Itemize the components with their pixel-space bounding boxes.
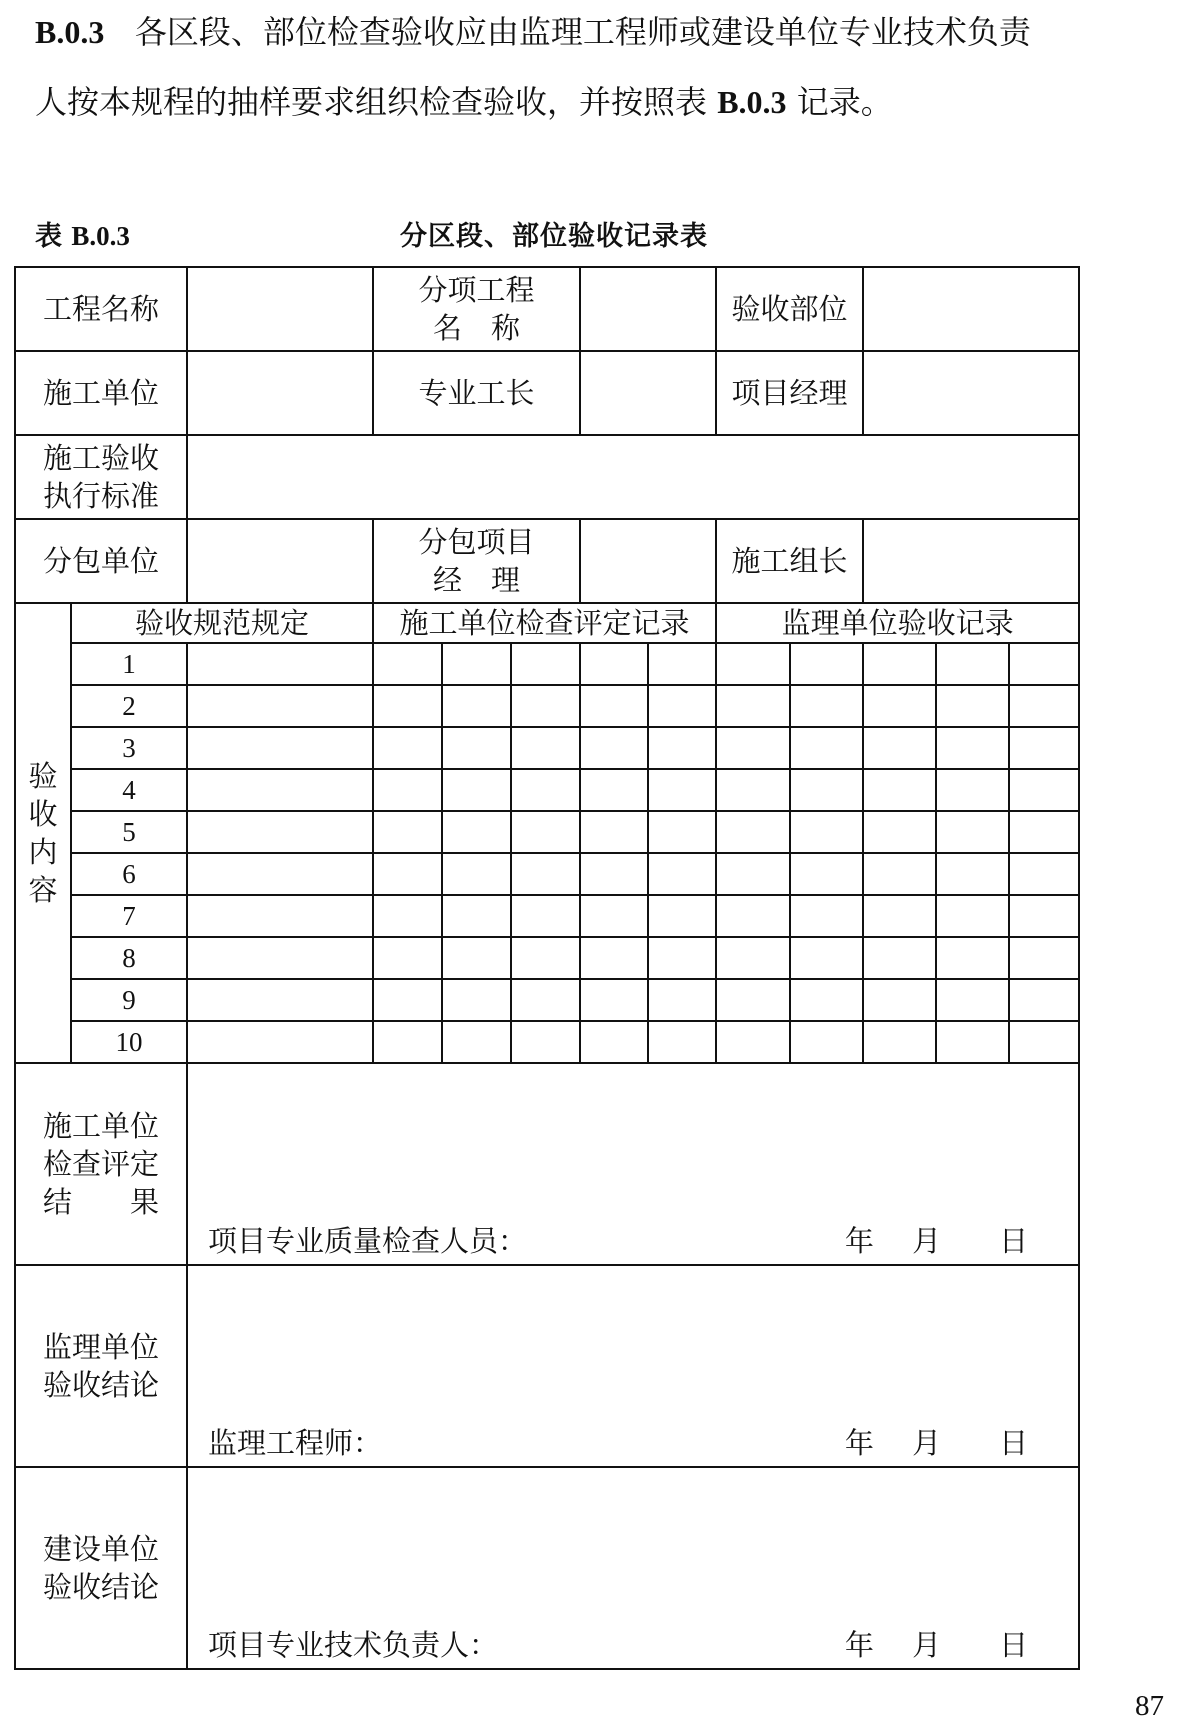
supervision-record-cell[interactable] [790, 811, 863, 853]
supervision-record-cell[interactable] [790, 937, 863, 979]
construction-record-cell[interactable] [373, 853, 442, 895]
construction-record-cell[interactable] [373, 643, 442, 685]
value-specialty-foreman[interactable] [580, 351, 716, 435]
construction-record-cell[interactable] [648, 811, 716, 853]
spec-cell[interactable] [187, 685, 373, 727]
supervision-record-cell[interactable] [863, 727, 936, 769]
supervision-record-cell[interactable] [716, 853, 790, 895]
content-row [15, 643, 1079, 685]
content-row [15, 685, 1079, 727]
label-construction-unit: 施工单位 [15, 351, 187, 435]
col-construction-record-header: 施工单位检查评定记录 [373, 603, 716, 643]
supervision-record-cell[interactable] [863, 811, 936, 853]
construction-record-cell[interactable] [442, 643, 511, 685]
label-project-name: 工程名称 [15, 267, 187, 351]
construction-record-cell[interactable] [511, 1021, 580, 1063]
construction-record-cell[interactable] [648, 685, 716, 727]
construction-record-cell[interactable] [580, 811, 648, 853]
supervision-record-cell[interactable] [863, 643, 936, 685]
technical-lead-signature-label: 项目专业技术负责人： [208, 1628, 499, 1662]
supervision-record-cell[interactable] [1009, 937, 1079, 979]
clause-code: B.0.3 [35, 14, 105, 50]
col-spec-header: 验收规范规定 [71, 603, 373, 643]
supervision-record-cell[interactable] [716, 1021, 790, 1063]
construction-record-cell[interactable] [442, 685, 511, 727]
row-construction-result [15, 1063, 1079, 1265]
construction-record-cell[interactable] [580, 979, 648, 1021]
label-specialty-foreman: 专业工长 [373, 351, 580, 435]
intro-paragraph-line1 [35, 2, 1165, 62]
row-supervision-result [15, 1265, 1079, 1467]
label-project-manager: 项目经理 [716, 351, 863, 435]
supervision-record-cell[interactable] [863, 895, 936, 937]
construction-record-cell[interactable] [511, 811, 580, 853]
value-sub-project-manager[interactable] [580, 519, 716, 603]
construction-record-cell[interactable] [580, 937, 648, 979]
spec-cell[interactable] [187, 811, 373, 853]
supervision-record-cell[interactable] [1009, 643, 1079, 685]
construction-record-cell[interactable] [373, 811, 442, 853]
construction-record-cell[interactable] [580, 643, 648, 685]
content-row [15, 1021, 1079, 1063]
label-acceptance-part: 验收部位 [716, 267, 863, 351]
supervision-record-cell[interactable] [936, 979, 1009, 1021]
table-code: B.0.3 [71, 221, 130, 251]
construction-record-cell[interactable] [648, 769, 716, 811]
construction-record-cell[interactable] [511, 685, 580, 727]
construction-record-cell[interactable] [511, 643, 580, 685]
supervision-record-cell[interactable] [936, 643, 1009, 685]
value-owner-result[interactable] [187, 1467, 1079, 1669]
supervision-record-cell[interactable] [1009, 727, 1079, 769]
construction-record-cell[interactable] [442, 1021, 511, 1063]
construction-record-cell[interactable] [373, 769, 442, 811]
content-row [15, 895, 1079, 937]
row-subcontractor [15, 519, 1079, 603]
supervision-record-cell[interactable] [936, 895, 1009, 937]
spec-cell[interactable] [187, 769, 373, 811]
supervision-record-cell[interactable] [790, 979, 863, 1021]
col-supervision-record-header: 监理单位验收记录 [716, 603, 1079, 643]
value-project-manager[interactable] [863, 351, 1079, 435]
row-content-header [15, 603, 1079, 643]
construction-record-cell[interactable] [511, 895, 580, 937]
construction-record-cell[interactable] [511, 769, 580, 811]
supervision-record-cell[interactable] [716, 643, 790, 685]
construction-record-cell[interactable] [442, 853, 511, 895]
value-project-name[interactable] [187, 267, 373, 351]
construction-record-cell[interactable] [580, 895, 648, 937]
supervision-record-cell[interactable] [1009, 1021, 1079, 1063]
date-line: 年 月 日 [844, 1224, 1029, 1258]
acceptance-record-table [14, 266, 1080, 1670]
label-construction-result: 施工单位 检查评定 结 果 [15, 1063, 187, 1265]
construction-record-cell[interactable] [648, 937, 716, 979]
spec-cell[interactable] [187, 1021, 373, 1063]
supervision-record-cell[interactable] [790, 769, 863, 811]
date-line: 年 月 日 [844, 1628, 1029, 1662]
construction-record-cell[interactable] [442, 811, 511, 853]
construction-record-cell[interactable] [648, 895, 716, 937]
construction-record-cell[interactable] [511, 937, 580, 979]
construction-record-cell[interactable] [373, 937, 442, 979]
supervision-record-cell[interactable] [716, 979, 790, 1021]
construction-record-cell[interactable] [511, 853, 580, 895]
construction-record-cell[interactable] [580, 769, 648, 811]
construction-record-cell[interactable] [373, 895, 442, 937]
row-construction-unit [15, 351, 1079, 435]
label-acceptance-content: 验收内容 [15, 603, 71, 1063]
value-subcontractor[interactable] [187, 519, 373, 603]
construction-record-cell[interactable] [373, 1021, 442, 1063]
supervision-record-cell[interactable] [936, 853, 1009, 895]
content-row [15, 727, 1079, 769]
supervision-record-cell[interactable] [716, 937, 790, 979]
supervision-record-cell[interactable] [863, 685, 936, 727]
construction-record-cell[interactable] [511, 727, 580, 769]
table-ref-code: B.0.3 [717, 84, 787, 120]
content-row-number: 4 [71, 769, 187, 811]
supervision-record-cell[interactable] [716, 811, 790, 853]
content-row-number: 5 [71, 811, 187, 853]
supervision-record-cell[interactable] [716, 769, 790, 811]
row-project [15, 267, 1079, 351]
supervision-record-cell[interactable] [790, 853, 863, 895]
spec-cell[interactable] [187, 727, 373, 769]
row-standard [15, 435, 1079, 519]
quality-inspector-signature-label: 项目专业质量检查人员： [208, 1224, 528, 1258]
table-title: 分区段、部位验收记录表 [400, 221, 708, 252]
construction-record-cell[interactable] [648, 979, 716, 1021]
construction-record-cell[interactable] [648, 853, 716, 895]
row-owner-result [15, 1467, 1079, 1669]
construction-record-cell[interactable] [442, 979, 511, 1021]
supervision-record-cell[interactable] [1009, 979, 1079, 1021]
content-row-number: 2 [71, 685, 187, 727]
value-construction-unit[interactable] [187, 351, 373, 435]
spec-cell[interactable] [187, 853, 373, 895]
supervision-record-cell[interactable] [790, 1021, 863, 1063]
supervision-engineer-signature-label: 监理工程师： [208, 1426, 383, 1460]
label-supervision-result: 监理单位 验收结论 [15, 1265, 187, 1467]
content-row [15, 979, 1079, 1021]
construction-record-cell[interactable] [442, 769, 511, 811]
supervision-record-cell[interactable] [863, 1021, 936, 1063]
supervision-record-cell[interactable] [1009, 685, 1079, 727]
label-execution-standard: 施工验收 执行标准 [15, 435, 187, 519]
value-sub-item-name[interactable] [580, 267, 716, 351]
page-number: 87 [1135, 1690, 1164, 1722]
supervision-record-cell[interactable] [716, 895, 790, 937]
content-row [15, 937, 1079, 979]
intro-paragraph-line2 [35, 72, 1165, 132]
content-row [15, 769, 1079, 811]
intro-text-line2a: 人按本规程的抽样要求组织检查验收，并按照表 [35, 83, 718, 121]
construction-record-cell[interactable] [648, 643, 716, 685]
construction-record-cell[interactable] [373, 727, 442, 769]
content-row-number: 7 [71, 895, 187, 937]
content-row-number: 9 [71, 979, 187, 1021]
supervision-record-cell[interactable] [936, 937, 1009, 979]
intro-text-line1: 各区段、部位检查验收应由监理工程师或建设单位专业技术负责 [134, 13, 1031, 51]
supervision-record-cell[interactable] [790, 895, 863, 937]
supervision-record-cell[interactable] [790, 643, 863, 685]
construction-record-cell[interactable] [580, 727, 648, 769]
supervision-record-cell[interactable] [790, 685, 863, 727]
supervision-record-cell[interactable] [1009, 811, 1079, 853]
construction-record-cell[interactable] [373, 979, 442, 1021]
content-row [15, 853, 1079, 895]
value-construction-result[interactable] [187, 1063, 1079, 1265]
label-sub-item-name: 分项工程 名 称 [373, 267, 580, 351]
construction-record-cell[interactable] [442, 895, 511, 937]
supervision-record-cell[interactable] [863, 937, 936, 979]
content-row-number: 3 [71, 727, 187, 769]
construction-record-cell[interactable] [580, 685, 648, 727]
value-execution-standard[interactable] [187, 435, 1079, 519]
construction-record-cell[interactable] [648, 727, 716, 769]
value-acceptance-part[interactable] [863, 267, 1079, 351]
content-row-number: 6 [71, 853, 187, 895]
supervision-record-cell[interactable] [1009, 895, 1079, 937]
date-line: 年 月 日 [844, 1426, 1029, 1460]
spec-cell[interactable] [187, 643, 373, 685]
supervision-record-cell[interactable] [936, 1021, 1009, 1063]
spec-cell[interactable] [187, 895, 373, 937]
spec-cell[interactable] [187, 937, 373, 979]
construction-record-cell[interactable] [580, 1021, 648, 1063]
label-subcontractor: 分包单位 [15, 519, 187, 603]
value-team-leader[interactable] [863, 519, 1079, 603]
label-team-leader: 施工组长 [716, 519, 863, 603]
construction-record-cell[interactable] [442, 937, 511, 979]
supervision-record-cell[interactable] [716, 727, 790, 769]
supervision-record-cell[interactable] [1009, 769, 1079, 811]
content-row-number: 8 [71, 937, 187, 979]
value-supervision-result[interactable] [187, 1265, 1079, 1467]
supervision-record-cell[interactable] [936, 727, 1009, 769]
supervision-record-cell[interactable] [1009, 853, 1079, 895]
construction-record-cell[interactable] [511, 979, 580, 1021]
table-number [35, 214, 130, 253]
supervision-record-cell[interactable] [790, 727, 863, 769]
construction-record-cell[interactable] [442, 727, 511, 769]
supervision-record-cell[interactable] [863, 853, 936, 895]
table-prefix: 表 [35, 221, 72, 252]
construction-record-cell[interactable] [373, 685, 442, 727]
supervision-record-cell[interactable] [936, 811, 1009, 853]
supervision-record-cell[interactable] [936, 769, 1009, 811]
construction-record-cell[interactable] [580, 853, 648, 895]
content-row-number: 10 [71, 1021, 187, 1063]
label-sub-project-manager: 分包项目 经 理 [373, 519, 580, 603]
supervision-record-cell[interactable] [863, 769, 936, 811]
content-row-number: 1 [71, 643, 187, 685]
content-row [15, 811, 1079, 853]
label-owner-result: 建设单位 验收结论 [15, 1467, 187, 1669]
spec-cell[interactable] [187, 979, 373, 1021]
supervision-record-cell[interactable] [936, 685, 1009, 727]
construction-record-cell[interactable] [648, 1021, 716, 1063]
supervision-record-cell[interactable] [863, 979, 936, 1021]
intro-text-line2b: 记录。 [786, 83, 893, 121]
supervision-record-cell[interactable] [716, 685, 790, 727]
